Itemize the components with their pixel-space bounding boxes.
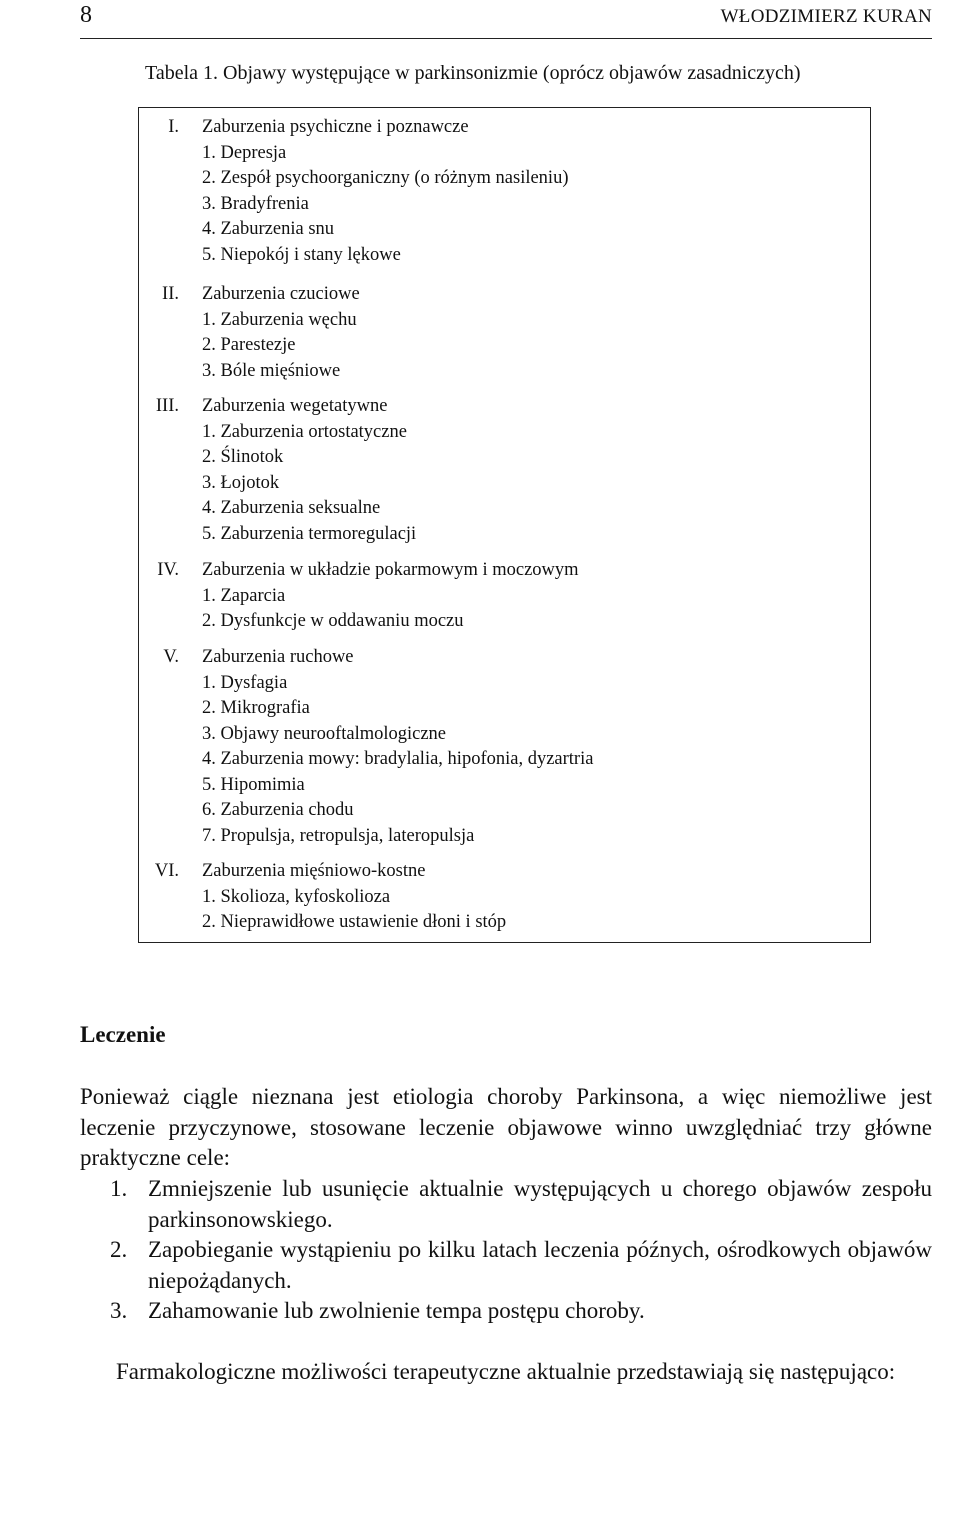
list-item: 1. Dysfagia [202,672,288,693]
section-roman: III. [155,396,179,416]
running-head: WŁODZIMIERZ KURAN [720,6,932,27]
goal-text: Zapobieganie wystąpieniu po kilku latach leczenia późnych, ośrodkowych objawów niepożądanych. [148,1237,932,1293]
list-item: 4. Zaburzenia mowy: bradylalia, hipofonia, dyzartria [202,749,594,769]
list-item: 5. Niepokój i stany lękowe [202,244,401,265]
table-caption: Tabela 1. Objawy występujące w parkinsonizmie (oprócz objawów zasadniczych) [145,62,801,84]
symptoms-table [138,107,871,943]
section-title: Zaburzenia wegetatywne [202,396,388,416]
section-items [202,308,357,385]
intro-paragraph: Ponieważ ciągle nieznana jest etiologia choroby Parkinsona, a więc niemożliwe jest leczenie przyczynowe, stosowane leczenie objawowe winno uwzględniać trzy główne praktyczne cele: [80,1084,932,1170]
goal-item [80,1296,932,1327]
list-item: 3. Objawy neurooftalmologiczne [202,723,447,744]
section-items [202,584,464,635]
section-title: Zaburzenia mięśniowo-kostne [202,861,426,881]
list-item: 1. Zaburzenia węchu [202,309,357,330]
list-item: 5. Hipomimia [202,774,305,795]
list-item: 1. Zaburzenia ortostatyczne [202,421,407,442]
list-item: 3. Bradyfrenia [202,193,309,214]
goal-number: 3. [110,1298,128,1323]
list-item: 3. Bóle mięśniowe [202,360,341,381]
list-item: 3. Łojotok [202,472,280,493]
section-roman: IV. [157,560,179,580]
list-item: 2. Ślinotok [202,447,284,467]
list-item: 1. Skolioza, kyfoskolioza [202,886,391,907]
list-item: 4. Zaburzenia seksualne [202,498,381,518]
section-title: Zaburzenia ruchowe [202,647,354,667]
list-item: 1. Depresja [202,142,287,163]
list-item: 2. Dysfunkcje w oddawaniu moczu [202,611,464,631]
page-number: 8 [80,2,92,28]
list-item: 5. Zaburzenia termoregulacji [202,523,417,544]
section-title: Zaburzenia psychiczne i poznawcze [202,117,469,137]
list-item: 6. Zaburzenia chodu [202,800,354,820]
section-items [202,420,416,548]
section-roman: VI. [154,861,179,881]
page-header [80,2,932,34]
list-item: 2. Mikrografia [202,698,310,718]
section-title: Zaburzenia w układzie pokarmowym i moczowym [202,560,579,580]
goal-text: Zahamowanie lub zwolnienie tempa postępu choroby. [148,1298,645,1323]
list-item: 1. Zaparcia [202,585,286,606]
goal-number: 2. [110,1237,128,1262]
closing-paragraph: Farmakologiczne możliwości terapeutyczne aktualnie przedstawiają się następująco: [116,1359,896,1384]
section-roman: V. [163,647,179,667]
section-items [202,885,506,936]
goal-item [80,1235,932,1296]
goal-text: Zmniejszenie lub usunięcie aktualnie występujących u chorego objawów zespołu parkinsonowskiego. [148,1176,932,1232]
section-heading: Leczenie [80,1022,166,1047]
section-items [202,141,569,269]
list-item: 2. Nieprawidłowe ustawienie dłoni i stóp [202,912,507,932]
list-item: 2. Parestezje [202,335,296,355]
section-items [202,671,593,850]
list-item: 7. Propulsja, retropulsja, lateropulsja [202,825,475,846]
section-roman: I. [168,117,179,137]
header-rule [80,38,932,39]
goal-item [80,1174,932,1235]
list-item: 2. Zespół psychoorganiczny (o różnym nasileniu) [202,168,569,188]
goal-number: 1. [110,1176,128,1201]
list-item: 4. Zaburzenia snu [202,219,335,239]
section-title: Zaburzenia czuciowe [202,284,360,304]
section-roman: II. [162,284,179,304]
